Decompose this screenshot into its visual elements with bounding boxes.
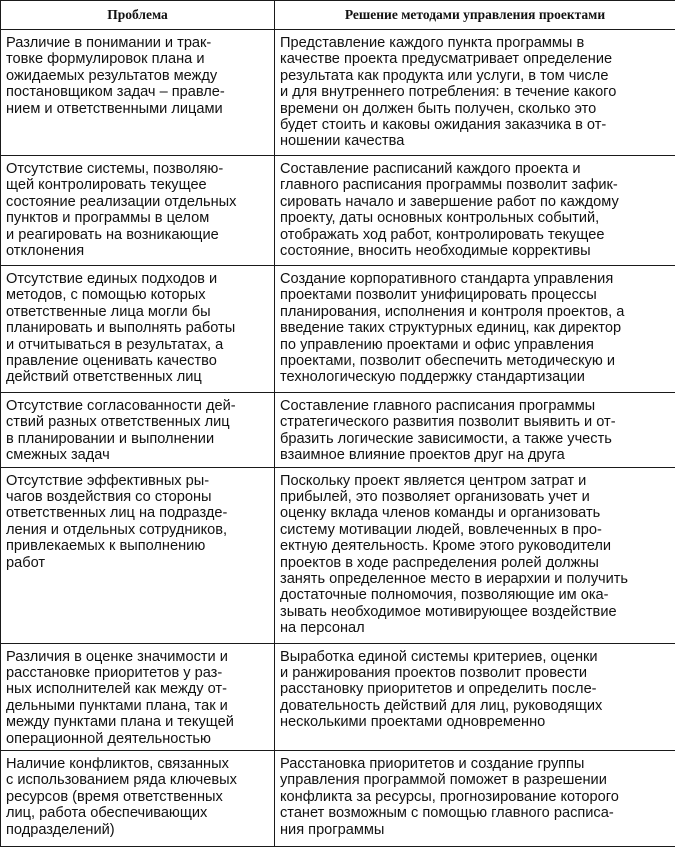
cell-line: дельными пунктами плана, так и	[6, 698, 270, 714]
problem-cell	[1, 751, 275, 847]
problem-cell	[1, 30, 275, 156]
cell-line: Отсутствие согласованности дей-	[6, 398, 270, 414]
cell-line: работ	[6, 555, 270, 571]
cell-line: щей контролировать текущее	[6, 177, 270, 193]
cell-line: между пунктами плана и текущей	[6, 714, 270, 730]
table-row	[1, 643, 675, 750]
cell-line: привлекаемых к выполнению	[6, 538, 270, 554]
problem-cell	[1, 156, 275, 266]
cell-line: расстановке приоритетов у раз-	[6, 665, 270, 681]
cell-line: расстановку приоритетов и определить после-	[280, 681, 671, 697]
cell-line: технологическую поддержку стандартизации	[280, 369, 671, 385]
cell-line: проектов в ходе распределения ролей должны	[280, 555, 671, 571]
table-row	[1, 467, 675, 643]
cell-line: Создание корпоративного стандарта управления	[280, 271, 671, 287]
cell-line: и для внутреннего потребления: в течение какого	[280, 84, 671, 100]
cell-line: Различия в оценке значимости и	[6, 649, 270, 665]
cell-line: Отсутствие эффективных ры-	[6, 473, 270, 489]
cell-line: проектами, позволит обеспечить методическую и	[280, 353, 671, 369]
cell-line: конфликта за ресурсы, прогнозирование которого	[280, 789, 671, 805]
cell-line: взаимное влияние проектов друг на друга	[280, 447, 671, 463]
cell-line: стратегического развития позволит выявить и от-	[280, 414, 671, 430]
cell-line: Составление расписаний каждого проекта и	[280, 161, 671, 177]
header-solution: Решение методами управления проектами	[275, 1, 675, 30]
cell-line: пунктов и программы в целом	[6, 210, 270, 226]
cell-line: товке формулировок плана и	[6, 51, 270, 67]
cell-line: несколькими проектами одновременно	[280, 714, 671, 730]
cell-line: постановщиком задач – правле-	[6, 84, 270, 100]
cell-line: нием и ответственными лицами	[6, 101, 270, 117]
cell-line: состояние реализации отдельных	[6, 194, 270, 210]
cell-line: бразить логические зависимости, а также учесть	[280, 431, 671, 447]
cell-line: оценку вклада членов команды и организовать	[280, 505, 671, 521]
cell-line: и ранжирования проектов позволит провести	[280, 665, 671, 681]
cell-line: станет возможным с помощью главного расписа-	[280, 805, 671, 821]
cell-line: ресурсов (время ответственных	[6, 789, 270, 805]
cell-line: на персонал	[280, 620, 671, 636]
cell-line: Составление главного расписания программы	[280, 398, 671, 414]
cell-line: довательность действий для лиц, руководящих	[280, 698, 671, 714]
solution-cell	[275, 156, 675, 266]
cell-line: достаточные полномочия, позволяющие им ока-	[280, 587, 671, 603]
cell-line: ношении качества	[280, 133, 671, 149]
cell-line: будет стоить и каковы ожидания заказчика в от-	[280, 117, 671, 133]
cell-line: методов, с помощью которых	[6, 287, 270, 303]
table-row	[1, 266, 675, 393]
cell-line: ствий разных ответственных лиц	[6, 414, 270, 430]
cell-line: в планировании и выполнении	[6, 431, 270, 447]
cell-line: Расстановка приоритетов и создание группы	[280, 756, 671, 772]
cell-line: введение таких структурных единиц, как директор	[280, 320, 671, 336]
cell-line: Наличие конфликтов, связанных	[6, 756, 270, 772]
cell-line: ожидаемых результатов между	[6, 68, 270, 84]
table-row	[1, 393, 675, 468]
solution-cell	[275, 467, 675, 643]
problem-cell	[1, 643, 275, 750]
solution-cell	[275, 393, 675, 468]
cell-line: ектную деятельность. Кроме этого руководители	[280, 538, 671, 554]
cell-line: ления и отдельных сотрудников,	[6, 522, 270, 538]
solution-cell	[275, 30, 675, 156]
cell-line: планирования, исполнения и контроля проектов, а	[280, 304, 671, 320]
cell-line: управления программой поможет в разрешении	[280, 772, 671, 788]
cell-line: Различие в понимании и трак-	[6, 35, 270, 51]
cell-line: систему мотивации людей, вовлеченных в про-	[280, 522, 671, 538]
cell-line: отображать ход работ, контролировать текущее	[280, 227, 671, 243]
cell-line: Отсутствие единых подходов и	[6, 271, 270, 287]
cell-line: с использованием ряда ключевых	[6, 772, 270, 788]
cell-line: Отсутствие системы, позволяю-	[6, 161, 270, 177]
solution-cell	[275, 751, 675, 847]
cell-line: операционной деятельностью	[6, 731, 270, 747]
cell-line: и реагировать на возникающие	[6, 227, 270, 243]
cell-line: правление оценивать качество	[6, 353, 270, 369]
cell-line: чагов воздействия со стороны	[6, 489, 270, 505]
cell-line: состояние, вносить необходимые коррективы	[280, 243, 671, 259]
problem-cell	[1, 266, 275, 393]
cell-line: проекту, даты основных контрольных событий,	[280, 210, 671, 226]
cell-line: Поскольку проект является центром затрат и	[280, 473, 671, 489]
header-row	[1, 1, 675, 30]
cell-line: отклонения	[6, 243, 270, 259]
cell-line: зывать необходимое мотивирующее воздействие	[280, 604, 671, 620]
solution-cell	[275, 643, 675, 750]
cell-line: результата как продукта или услуги, в том числе	[280, 68, 671, 84]
problem-cell	[1, 393, 275, 468]
cell-line: и отчитываться в результатах, а	[6, 337, 270, 353]
cell-line: подразделений)	[6, 822, 270, 838]
cell-line: прибылей, это позволяет организовать учет и	[280, 489, 671, 505]
cell-line: Представление каждого пункта программы в	[280, 35, 671, 51]
cell-line: главного расписания программы позволит зафик-	[280, 177, 671, 193]
table-row	[1, 751, 675, 847]
cell-line: проектами позволит унифицировать процессы	[280, 287, 671, 303]
header-problem: Проблема	[1, 1, 275, 30]
cell-line: ответственные лица могли бы	[6, 304, 270, 320]
solution-cell	[275, 266, 675, 393]
cell-line: ответственных лиц на подразде-	[6, 505, 270, 521]
cell-line: по управлению проектами и офис управления	[280, 337, 671, 353]
cell-line: сировать начало и завершение работ по каждому	[280, 194, 671, 210]
cell-line: времени он должен быть получен, сколько это	[280, 101, 671, 117]
cell-line: действий ответственных лиц	[6, 369, 270, 385]
cell-line: ния программы	[280, 822, 671, 838]
cell-line: занять определенное место в иерархии и получить	[280, 571, 671, 587]
table-row	[1, 30, 675, 156]
cell-line: лиц, работа обеспечивающих	[6, 805, 270, 821]
cell-line: планировать и выполнять работы	[6, 320, 270, 336]
cell-line: качестве проекта предусматривает определение	[280, 51, 671, 67]
cell-line: Выработка единой системы критериев, оценки	[280, 649, 671, 665]
problem-cell	[1, 467, 275, 643]
cell-line: смежных задач	[6, 447, 270, 463]
table-row	[1, 156, 675, 266]
cell-line: ных исполнителей как между от-	[6, 681, 270, 697]
